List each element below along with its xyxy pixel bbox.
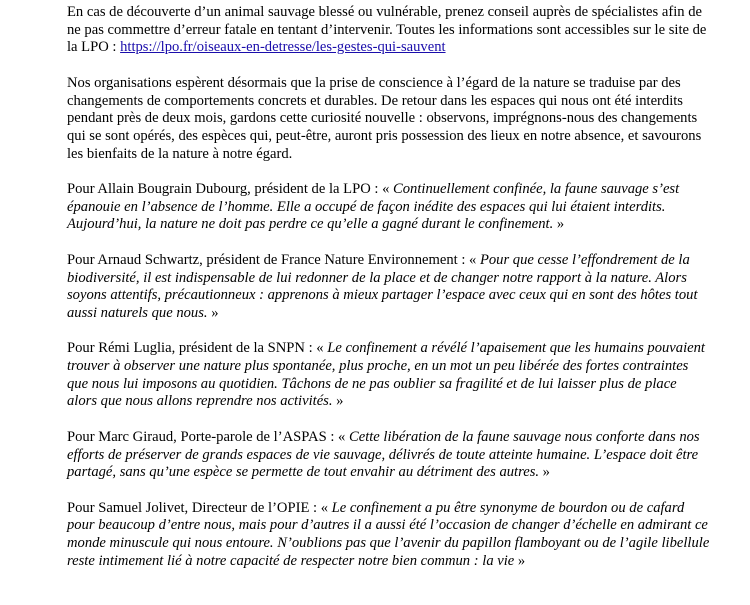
quote-schwartz [67,252,710,323]
lpo-link[interactable]: https://lpo.fr/oiseaux-en-detresse/les-gestes-qui-sauvent [120,39,446,56]
quote-close: » [553,216,565,233]
quote-text: Le confinement a révélé l’apaisement que les humains pouvaient trouver à observer une nature plus spontanée, plus proche, en un mot un peu libérée des fortes contraintes que nous lui imposons au quotidien. Tâchons de ne pas oublier sa fragilité et de lui laisser plus de place alors que nous allons reprendre nos activités. [67,340,705,410]
quote-intro: Pour Samuel Jolivet, Directeur de l’OPIE : « [67,499,332,516]
quote-close: » [514,552,526,569]
quote-intro: Pour Rémi Luglia, président de la SNPN : « [67,340,328,357]
advice-text: En cas de découverte d’un animal sauvage blessé ou vulnérable, prenez conseil auprès de spécialistes afin de ne pas commettre d’erreur fatale en tentant d’intervenir. Toutes les informations sont accessibles sur le site de la LPO : [67,4,707,56]
quote-intro: Pour Marc Giraud, Porte-parole de l’ASPAS : « [67,428,349,445]
quote-close: » [539,464,550,481]
quote-intro: Pour Arnaud Schwartz, président de France Nature Environnement : « [67,251,480,268]
paragraph-organisations: Nos organisations espèrent désormais que la prise de conscience à l’égard de la nature se traduise par des changements de comportements concrets et durables. De retour dans les espaces qui nous ont été interdits pendant près de deux mois, gardons cette curiosité nouvelle : observons, imprégnons-nous des changements qui se sont opérés, des espèces qui, peut-être, auront pris possession des lieux en notre absence, et savourons les bienfaits de la nature à notre égard. [67,74,702,162]
paragraph-lpo-advice [67,4,710,57]
quote-text: Cette libération de la faune sauvage nous conforte dans nos efforts de préserver de grands espaces de vie sauvage, délivrés de toute atteinte humaine. L’espace doit être partagé, sans qu’une espèce se permette de tout envahir au détriment des autres. [67,428,700,481]
quote-luglia [67,340,710,411]
quote-close: » [207,304,219,321]
quote-text: Pour que cesse l’effondrement de la biodiversité, il est indispensable de lui redonner de la place et de changer notre rapport à la nature. Alors soyons attentifs, précautionneux : apprenons à mieux partager l’espace avec ceux qui en sont des hôtes tout aussi naturels que nous. [67,251,698,321]
quote-giraud [67,429,710,482]
quote-text: Continuellement confinée, la faune sauvage s’est épanouie en l’absence de l’homme. Elle a occupé de façon inédite des espaces qui lui étaient interdits. Aujourd’hui, la nature ne doit pas perdre ce qu’elle a gagné durant le confinement. [67,181,680,233]
quote-intro: Pour Allain Bougrain Dubourg, président de la LPO : « [67,181,394,197]
quote-text: Le confinement a pu être synonyme de bourdon ou de cafard pour beaucoup d’entre nous, mais pour d’autres il a aussi été l’occasion de changer d’échelle en admirant ce monde minuscule qui nous entoure. N’oublions pas que l’avenir du papillon flamboyant ou de l’agile libellule reste intimement lié à notre capacité de respecter notre bien commun : la vie [67,499,710,569]
quote-close: » [332,393,344,410]
quote-bougrain-dubourg [67,181,710,234]
quote-jolivet [67,500,710,571]
